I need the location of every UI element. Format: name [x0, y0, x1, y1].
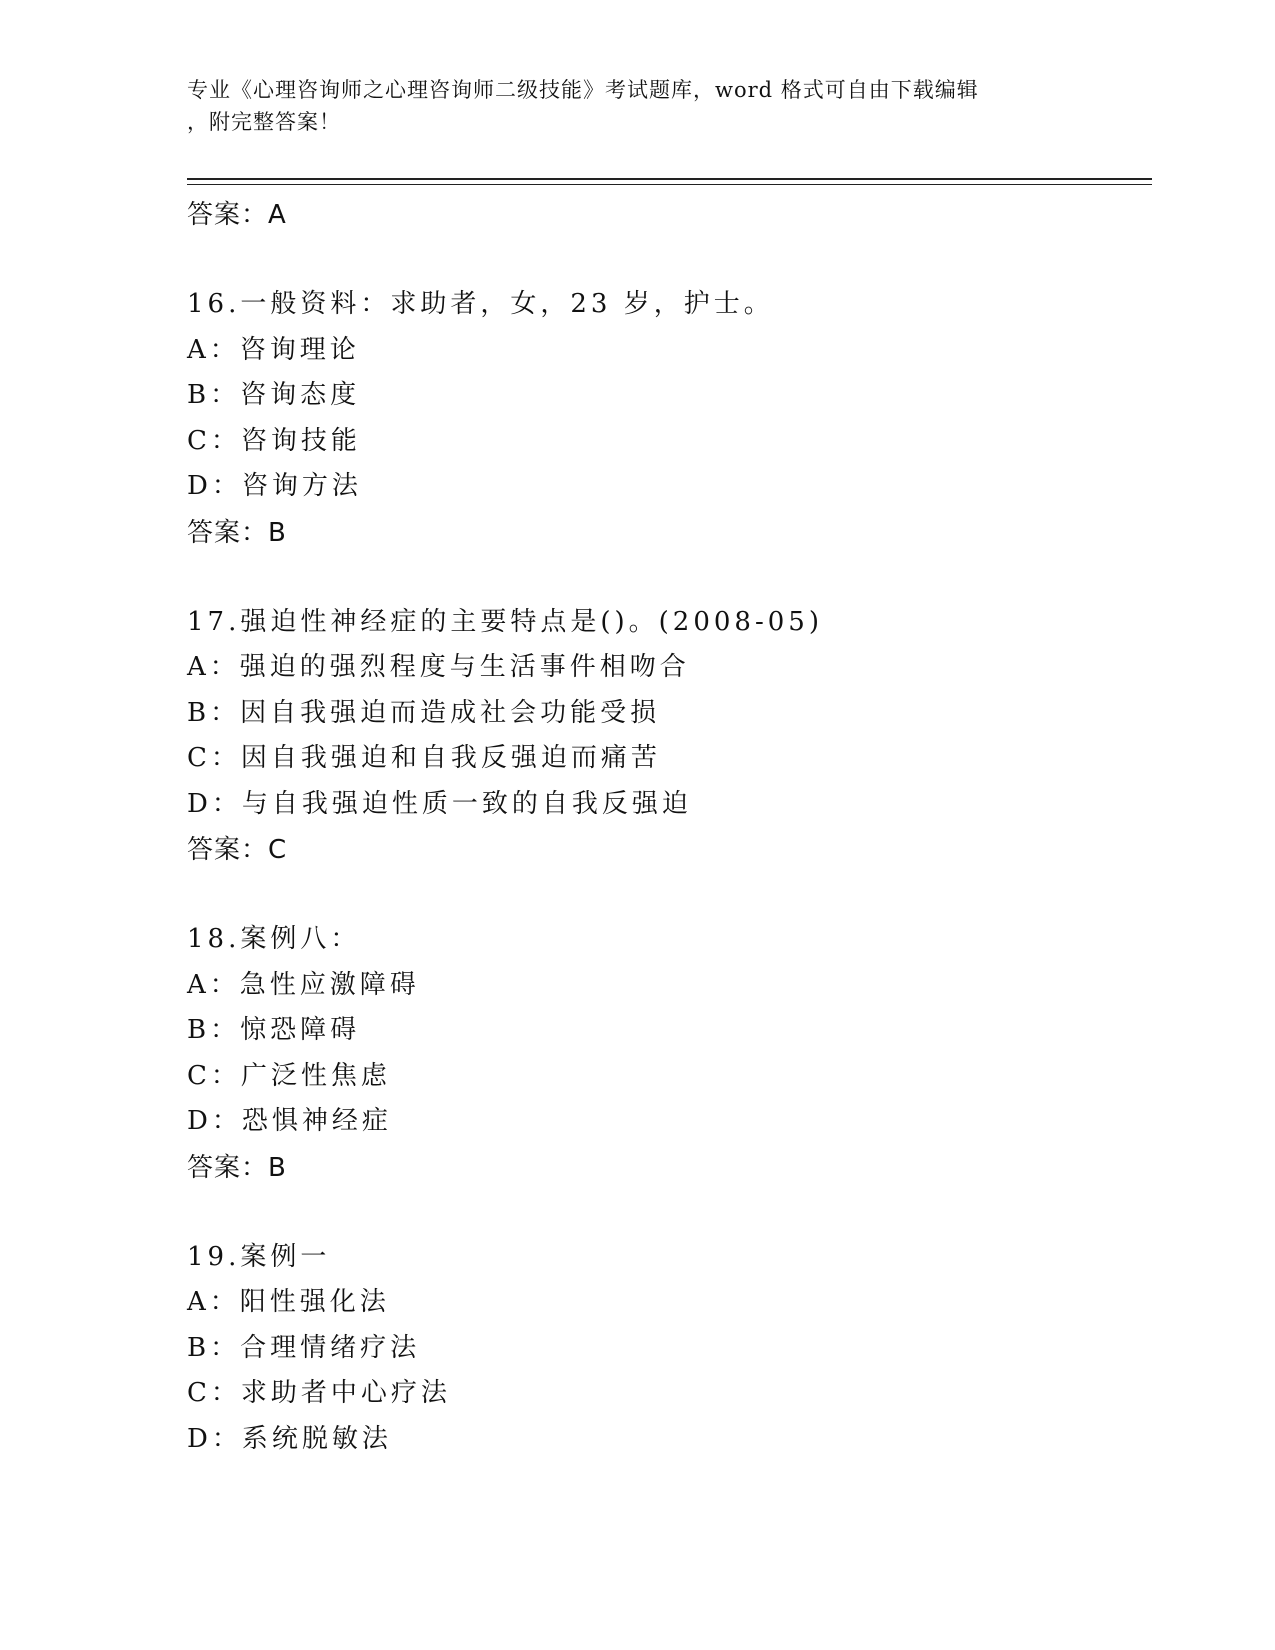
answer-line: 答案：A [187, 200, 287, 230]
option-c: C：咨询技能 [187, 425, 361, 456]
option-d: D：恐惧神经症 [187, 1106, 392, 1136]
answer-line: 答案：B [187, 517, 287, 548]
question-18 [187, 917, 1147, 1191]
question-stem: 19.案例一 [187, 1241, 331, 1272]
question-19 [187, 1235, 1147, 1463]
answer-line: 答案：C [187, 835, 288, 865]
question-list [187, 192, 1147, 1462]
header-line-2: ，附完整答案！ [187, 110, 341, 134]
header-divider-thick [187, 178, 1152, 180]
document-header [187, 74, 1087, 138]
header-line-1: 专业《心理咨询师之心理咨询师二级技能》考试题库，word 格式可自由下载编辑 [187, 78, 979, 102]
option-a: A：强迫的强烈程度与生活事件相吻合 [187, 652, 690, 682]
option-d: D：与自我强迫性质一致的自我反强迫 [187, 788, 692, 819]
question-stem: 18.案例八： [187, 924, 361, 954]
option-a: A：咨询理论 [187, 334, 360, 365]
option-c: C：广泛性焦虑 [187, 1060, 391, 1091]
question-stem: 17.强迫性神经症的主要特点是()。(2008-05) [187, 606, 823, 637]
question-17 [187, 600, 1147, 874]
option-a: A：阳性强化法 [187, 1287, 390, 1317]
question-stem: 16.一般资料：求助者，女，23 岁，护士。 [187, 289, 774, 319]
option-b: B：合理情绪疗法 [187, 1332, 421, 1363]
option-c: C：求助者中心疗法 [187, 1378, 451, 1408]
option-b: B：因自我强迫而造成社会功能受损 [187, 697, 661, 728]
option-c: C：因自我强迫和自我反强迫而痛苦 [187, 743, 661, 773]
option-b: B：咨询态度 [187, 380, 361, 410]
option-d: D：咨询方法 [187, 471, 362, 501]
header-divider-thin [187, 184, 1152, 185]
answer-line: 答案：B [187, 1152, 287, 1183]
option-a: A：急性应激障碍 [187, 969, 420, 1000]
question-16 [187, 282, 1147, 556]
option-b: B：惊恐障碍 [187, 1015, 361, 1045]
option-d: D：系统脱敏法 [187, 1423, 392, 1454]
